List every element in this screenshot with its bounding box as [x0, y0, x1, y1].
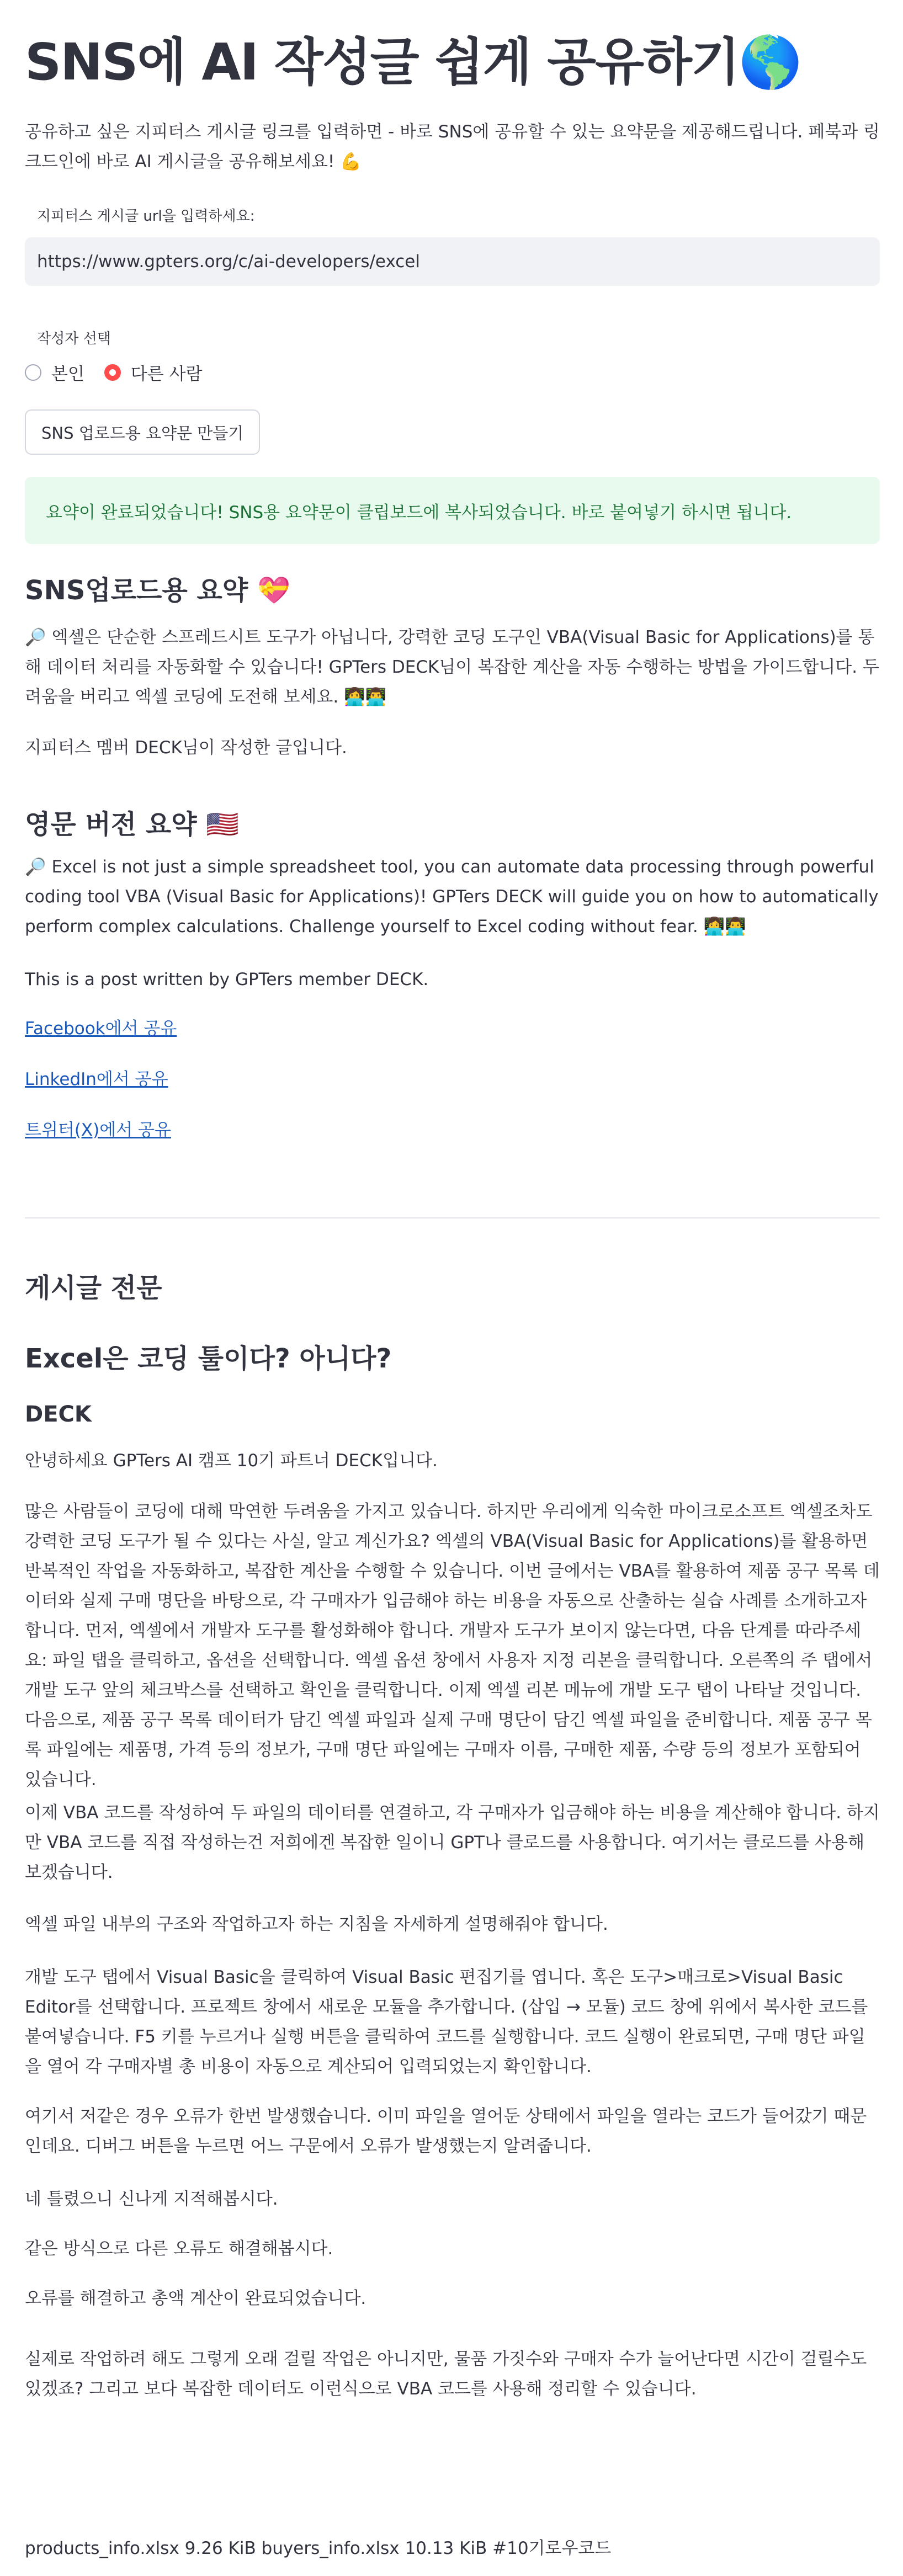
article-paragraph: 오류를 해결하고 총액 계산이 완료되었습니다. [25, 2288, 366, 2308]
attached-files-line: products_info.xlsx 9.26 KiB buyers_info.xlsx 10.13 KiB #10기로우코드 [25, 2538, 612, 2558]
url-label: 지피터스 게시글 url을 입력하세요: [37, 208, 255, 225]
summary-author-line: 지피터스 멤버 DECK님이 작성한 글입니다. [25, 738, 347, 758]
success-alert [25, 477, 880, 544]
english-summary-heading: 영문 버전 요약 🇺🇸 [25, 809, 240, 840]
article-paragraph: 여기서 저같은 경우 오류가 한번 발생했습니다. 이미 파일을 열어둔 상태에서 파일을 열라는 코드가 들어갔기 때문인데요. 디버그 버튼을 누르면 어느 구문에서 오류가 발생했는지 알려줍니다. [25, 2106, 867, 2156]
author-select-label: 작성자 선택 [37, 331, 111, 347]
article-paragraph: 같은 방식으로 다른 오류도 해결해봅시다. [25, 2239, 333, 2259]
article-title: Excel은 코딩 툴이다? 아니다? [25, 1343, 392, 1374]
author-option-self[interactable] [25, 360, 84, 385]
english-author-line: This is a post written by GPTers member DECK. [25, 970, 429, 989]
author-option-self-label: 본인 [51, 364, 84, 384]
url-input[interactable] [25, 237, 880, 286]
article-author: DECK [25, 1402, 92, 1427]
page-title: SNS에 AI 작성글 쉽게 공유하기🌎 [25, 33, 801, 92]
article-paragraph: 실제로 작업하려 해도 그렇게 오래 걸릴 작업은 아니지만, 물품 가짓수와 구매자 수가 늘어난다면 시간이 걸릴수도 있겠죠? 그리고 보다 복잡한 데이터도 이런식으로 VBA 코드를 사용해 정리할 수 있습니다. [25, 2349, 867, 2399]
share-facebook-link[interactable]: Facebook에서 공유 [25, 1019, 177, 1039]
summary-heading: SNS업로드용 요약 💝 [25, 575, 290, 606]
article-paragraph: 안녕하세요 GPTers AI 캠프 10기 파트너 DECK입니다. [25, 1451, 438, 1471]
english-summary-body: 🔎 Excel is not just a simple spreadsheet tool, you can automate data processing through powerful coding tool VBA (Visual Basic for Applications)! GPTers DECK will guide you on how to automatically perform complex calculations. Challenge yourself to Excel coding without fear. 👩‍💻👨‍💻 [25, 857, 879, 936]
radio-other-circle[interactable] [104, 364, 121, 381]
share-facebook-wrap [25, 1014, 880, 1039]
article-paragraph: 이제 VBA 코드를 작성하여 두 파일의 데이터를 연결하고, 각 구매자가 입금해야 하는 비용을 계산해야 합니다. 하지만 VBA 코드를 직접 작성하는건 저희에겐 복잡한 일이니 GPT나 클로드를 사용합니다. 여기서는 클로드를 사용해보겠습니다. [25, 1803, 880, 1882]
article-section-heading: 게시글 전문 [25, 1273, 162, 1303]
summary-body: 🔎 엑셀은 단순한 스프레드시트 도구가 아닙니다, 강력한 코딩 도구인 VBA(Visual Basic for Applications)를 통해 데이터 처리를 자동화할 수 있습니다! GPTers DECK님이 복잡한 계산을 자동 수행하는 방법을 가이드합니다. 두려움을 버리고 엑셀 코딩에 도전해 보세요. 👩‍💻👨‍💻 [25, 627, 879, 707]
author-radio-group [25, 360, 222, 385]
success-message: 요약이 완료되었습니다! SNS용 요약문이 클립보드에 복사되었습니다. 바로 붙여넣기 하시면 됩니다. [46, 502, 792, 523]
share-twitter-wrap [25, 1116, 880, 1141]
article-paragraph: 많은 사람들이 코딩에 대해 막연한 두려움을 가지고 있습니다. 하지만 우리에게 익숙한 마이크로소프트 엑셀조차도 강력한 코딩 도구가 될 수 있다는 사실, 알고 계신가요? 엑셀의 VBA(Visual Basic for Applications)를 활용하면 반복적인 작업을 자동화하고, 복잡한 계산을 수행할 수 있습니다. 이번 글에서는 VBA를 활용하여 제품 공구 목록 데이터와 실제 구매 명단을 바탕으로, 각 구매자가 입금해야 하는 비용을 자동으로 산출하는 실습 사례를 소개하고자 합니다. 먼저, 엑셀에서 개발자 도구를 활성화해야 합니다. 개발자 도구가 보이지 않는다면, 다음 단계를 따라주세요: 파일 탭을 클릭하고, 옵션을 선택합니다. 엑셀 옵션 창에서 사용자 지정 리본을 클릭합니다. 오른쪽의 주 탭에서 개발 도구 앞의 체크박스를 선택하고 확인을 클릭합니다. 이제 엑셀 리본 메뉴에 개발 도구 탭이 나타날 것입니다. 다음으로, 제품 공구 목록 데이터가 담긴 엑셀 파일과 실제 구매 명단이 담긴 엑셀 파일을 준비합니다. 제품 공구 목록 파일에는 제품명, 가격 등의 정보가, 구매 명단 파일에는 구매자 이름, 구매한 제품, 수량 등의 정보가 포함되어 있습니다. [25, 1502, 880, 1790]
author-option-other-label: 다른 사람 [130, 364, 203, 384]
article-paragraph: 엑셀 파일 내부의 구조와 작업하고자 하는 지침을 자세하게 설명해줘야 합니다. [25, 1914, 608, 1934]
article-paragraph: 개발 도구 탭에서 Visual Basic을 클릭하여 Visual Basic 편집기를 엽니다. 혹은 도구>매크로>Visual Basic Editor를 선택합니다. 프로젝트 창에서 새로운 모듈을 추가합니다. (삽입 → 모듈) 코드 창에 위에서 복사한 코드를 붙여넣습니다. F5 키를 누르거나 실행 버튼을 클릭하여 코드를 실행합니다. 코드 실행이 완료되면, 구매 명단 파일을 열어 각 구매자별 총 비용이 자동으로 계산되어 입력되었는지 확인합니다. [25, 1967, 868, 2077]
author-option-other[interactable] [104, 360, 203, 385]
generate-summary-button[interactable]: SNS 업로드용 요약문 만들기 [25, 409, 260, 455]
section-divider [25, 1217, 880, 1218]
share-linkedin-link[interactable]: LinkedIn에서 공유 [25, 1069, 168, 1089]
share-twitter-link[interactable]: 트위터(X)에서 공유 [25, 1120, 171, 1140]
radio-self-circle[interactable] [25, 364, 41, 381]
share-linkedin-wrap [25, 1065, 880, 1090]
page-intro: 공유하고 싶은 지피터스 게시글 링크를 입력하면 - 바로 SNS에 공유할 수 있는 요약문을 제공해드립니다. 페북과 링크드인에 바로 AI 게시글을 공유해보세요! 💪 [25, 122, 880, 172]
article-paragraph: 네 틀렸으니 신나게 지적해봅시다. [25, 2189, 278, 2209]
